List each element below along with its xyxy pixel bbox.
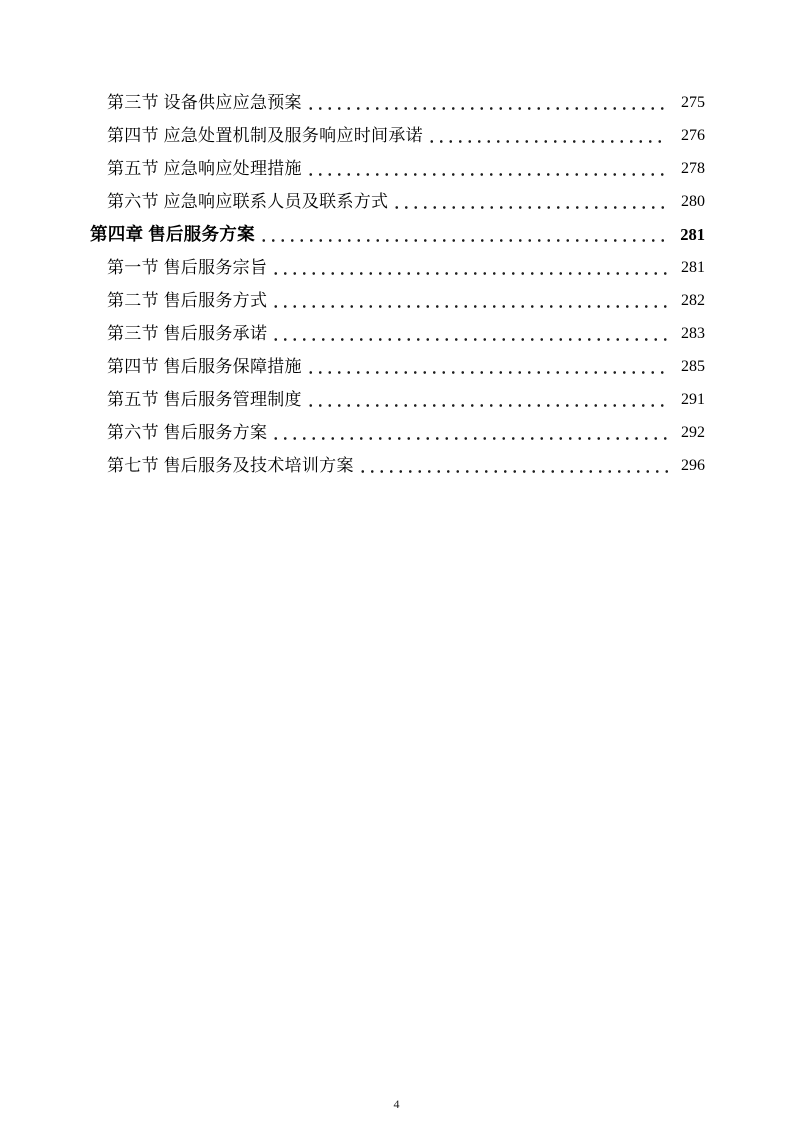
toc-entry-label: 第四节 应急处置机制及服务响应时间承诺: [107, 126, 423, 145]
toc-entry-label: 第三节 设备供应应急预案: [107, 93, 302, 112]
toc-entry-page: 275: [681, 94, 705, 111]
toc-entry-page: 278: [681, 160, 705, 177]
toc-entry-label: 第六节 应急响应联系人员及联系方式: [107, 192, 389, 211]
toc-entry[interactable]: [90, 119, 705, 152]
toc-entry-page: 282: [681, 292, 705, 309]
toc-entry[interactable]: [90, 317, 705, 350]
toc-entry-page: 296: [681, 457, 705, 474]
toc-entry-label: 第七节 售后服务及技术培训方案: [107, 456, 354, 475]
toc-entry-page: 283: [681, 325, 705, 342]
toc-entry[interactable]: [90, 152, 705, 185]
toc-entry[interactable]: [90, 284, 705, 317]
table-of-contents: [90, 86, 705, 482]
toc-entry-label: 第六节 售后服务方案: [107, 423, 268, 442]
toc-entry-label: 第四节 售后服务保障措施: [107, 357, 302, 376]
toc-entry[interactable]: [90, 185, 705, 218]
toc-entry-page: 281: [680, 225, 705, 244]
toc-entry[interactable]: [90, 251, 705, 284]
toc-entry-page: 291: [681, 391, 705, 408]
toc-dot-leader: [306, 86, 668, 119]
toc-entry-label: 第三节 售后服务承诺: [107, 324, 268, 343]
toc-entry[interactable]: [90, 383, 705, 416]
toc-entry[interactable]: [90, 86, 705, 119]
toc-dot-leader: [358, 449, 668, 482]
toc-dot-leader: [427, 119, 668, 152]
footer-page-number: 4: [393, 1097, 400, 1111]
toc-dot-leader: [271, 251, 668, 284]
toc-dot-leader: [271, 317, 668, 350]
toc-entry-label: 第五节 售后服务管理制度: [107, 390, 302, 409]
toc-dot-leader: [392, 185, 668, 218]
toc-entry-page: 285: [681, 358, 705, 375]
toc-entry-page: 280: [681, 193, 705, 210]
toc-dot-leader: [306, 152, 668, 185]
toc-entry-label: 第一节 售后服务宗旨: [107, 258, 268, 277]
toc-entry-label: 第五节 应急响应处理措施: [107, 159, 302, 178]
toc-entry-page: 276: [681, 127, 705, 144]
toc-entry-page: 292: [681, 424, 705, 441]
toc-entry[interactable]: [90, 449, 705, 482]
toc-entry-label: 第二节 售后服务方式: [107, 291, 268, 310]
toc-entry-label: 第四章 售后服务方案: [90, 224, 255, 244]
toc-entry-page: 281: [681, 259, 705, 276]
toc-entry[interactable]: [90, 350, 705, 383]
toc-dot-leader: [271, 284, 668, 317]
toc-dot-leader: [259, 218, 668, 251]
toc-dot-leader: [306, 383, 668, 416]
toc-entry-chapter[interactable]: [90, 218, 705, 251]
toc-dot-leader: [306, 350, 668, 383]
toc-entry[interactable]: [90, 416, 705, 449]
toc-dot-leader: [271, 416, 668, 449]
